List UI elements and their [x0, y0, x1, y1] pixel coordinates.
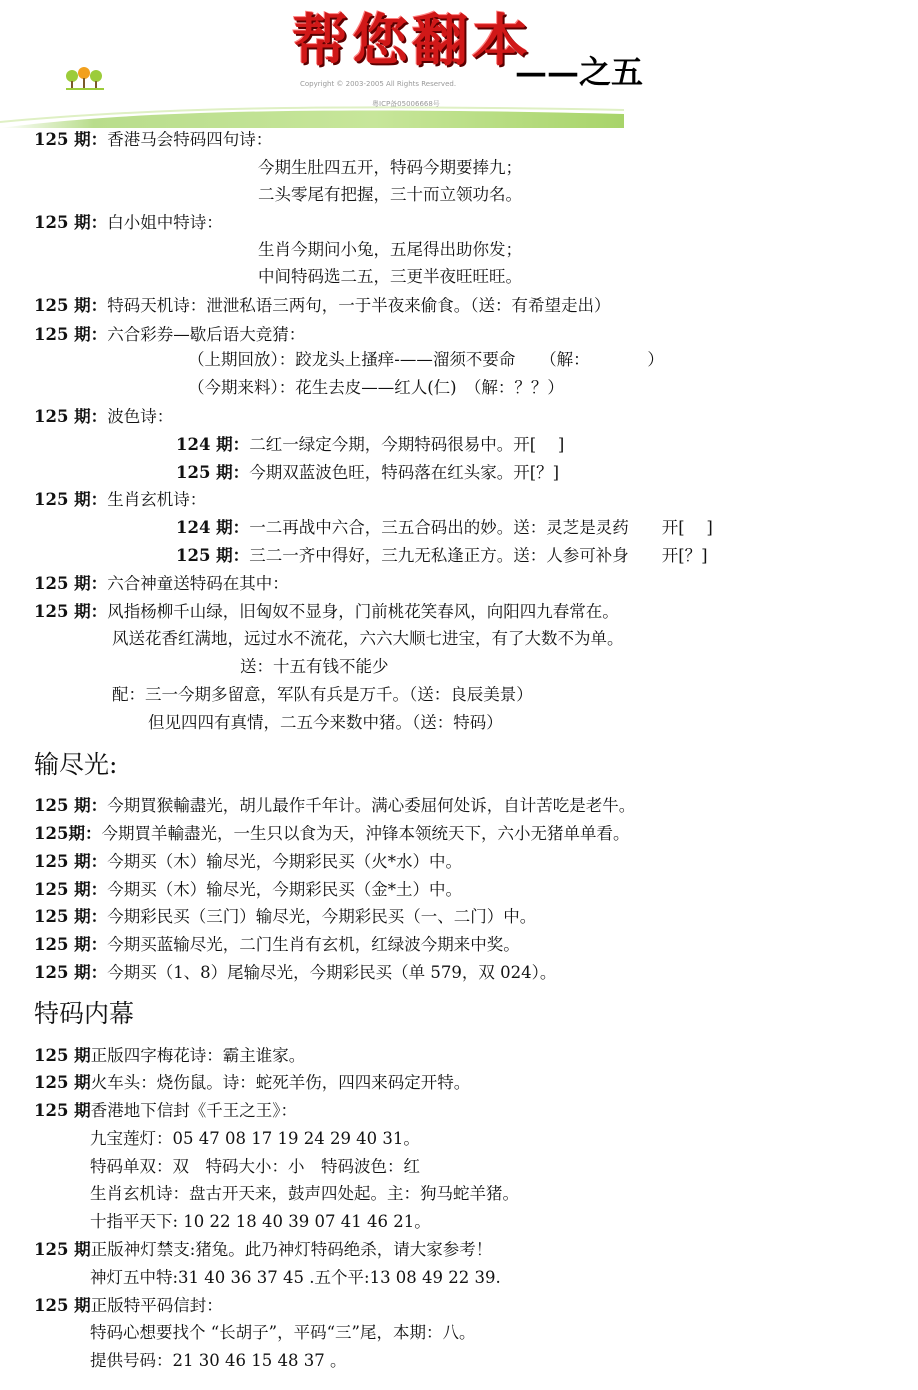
- text-line: 125 期：今期買猴輸盡光，胡儿最作千年计。满心委屈何处诉，自计苦吃是老牛。: [34, 796, 636, 815]
- text-line: 125期：今期買羊輸盡光，一生只以食为天，沖锋本领统天下，六小无猪单单看。: [34, 824, 630, 843]
- detail-line: 神灯五中特:31 40 36 37 45 .五个平:13 08 49 22 39.: [90, 1268, 501, 1287]
- text-line: 125 期正版四字梅花诗：霸主谁家。: [34, 1046, 306, 1065]
- poem-line: 125 期：三二一齐中得好，三九无私逢正方。送：人参可补身 开[？]: [176, 546, 708, 565]
- copyright-text: Copyright © 2003-2005 All Rights Reserved.: [300, 80, 457, 88]
- detail-line: 特码心想要找个 “长胡子”，平码“三”尾，本期：八。: [90, 1323, 476, 1342]
- text-line: 125 期：白小姐中特诗：: [34, 213, 223, 232]
- detail-line: 十指平天下: 10 22 18 40 39 07 41 46 21。: [90, 1212, 431, 1231]
- text-line: 125 期：今期彩民买（三门）输尽光，今期彩民买（一、二门）中。: [34, 907, 537, 926]
- text-line: 125 期：波色诗：: [34, 407, 174, 426]
- text-line: 125 期正版特平码信封：: [34, 1296, 223, 1315]
- poem-line: 送：十五有钱不能少: [240, 657, 389, 676]
- riddle-line: （上期回放）：跤龙头上搔痒-——溜须不要命 （解： ）: [188, 350, 664, 369]
- poem-line: 配：三一今期多留意，军队有兵是万千。（送：良辰美景）: [112, 685, 533, 704]
- icp-text: 粤ICP备05006668号: [372, 100, 440, 108]
- detail-line: 九宝莲灯：05 47 08 17 19 24 29 40 31。: [90, 1129, 420, 1148]
- text-line: 125 期：今期买（木）输尽光，今期彩民买（火*水）中。: [34, 852, 462, 871]
- poem-line: 中间特码选二五，三更半夜旺旺旺。: [258, 267, 522, 286]
- poem-line: 今期生肚四五开，特码今期要捧九；: [258, 158, 522, 177]
- text-line: 125 期：今期买（木）输尽光，今期彩民买（金*土）中。: [34, 880, 462, 899]
- header-banner: [0, 0, 918, 130]
- text-line: 125 期：特码天机诗：泄泄私语三两句，一于半夜来偷食。（送：有希望走出）: [34, 296, 611, 315]
- detail-line: 特码单双：双 特码大小：小 特码波色：红: [90, 1157, 420, 1176]
- tree-logo-icon: [62, 66, 112, 94]
- text-line: 125 期：风指杨柳千山绿，旧匈奴不显身，门前桃花笑春风，向阳四九春常在。: [34, 602, 619, 621]
- poem-line: 风送花香红满地，远过水不流花，六六大顺七进宝，有了大数不为单。: [112, 629, 624, 648]
- poem-line: 125 期：今期双蓝波色旺，特码落在红头家。开[？]: [176, 463, 560, 482]
- text-line: 125 期：六合彩券—歇后语大竞猜：: [34, 325, 306, 344]
- detail-line: 生肖玄机诗：盘古开天来，鼓声四处起。主：狗马蛇羊猪。: [90, 1184, 519, 1203]
- text-line: 125 期：生肖玄机诗：: [34, 490, 207, 509]
- section-heading-lost: 输尽光:: [34, 750, 118, 779]
- text-line: 125 期火车头：烧伤鼠。诗：蛇死羊伤，四四来码定开特。: [34, 1073, 471, 1092]
- page-subtitle: ——之五: [515, 53, 644, 91]
- text-line: 125 期：今期买（1、8）尾输尽光，今期彩民买（单 579，双 024）。: [34, 963, 557, 982]
- text-line: 125 期：香港马会特码四句诗：: [34, 130, 273, 149]
- green-swoosh-bar: [0, 100, 624, 128]
- poem-line: 但见四四有真情，二五今来数中猪。（送：特码）: [148, 713, 503, 732]
- poem-line: 124 期：一二再战中六合，三五合码出的妙。送：灵芝是灵药 开[ ]: [176, 518, 713, 537]
- page-title: 帮您翻本: [292, 8, 532, 74]
- poem-line: 124 期：二红一绿定今期，今期特码很易中。开[ ]: [176, 435, 565, 454]
- section-heading-inside: 特码内幕: [34, 999, 135, 1028]
- poem-line: 二头零尾有把握，三十而立领功名。: [258, 185, 522, 204]
- riddle-line: （今期来料）：花生去皮——红人(仁) （解：？？）: [188, 378, 564, 397]
- poem-line: 生肖今期问小兔，五尾得出助你发；: [258, 240, 522, 259]
- text-line: 125 期正版神灯禁支:猪兔。此乃神灯特码绝杀，请大家参考！: [34, 1240, 493, 1259]
- text-line: 125 期：六合神童送特码在其中：: [34, 574, 289, 593]
- detail-line: 提供号码：21 30 46 15 48 37 。: [90, 1351, 347, 1370]
- text-line: 125 期香港地下信封《千王之王》：: [34, 1101, 297, 1120]
- text-line: 125 期：今期买蓝输尽光，二门生肖有玄机，红绿波今期来中奖。: [34, 935, 520, 954]
